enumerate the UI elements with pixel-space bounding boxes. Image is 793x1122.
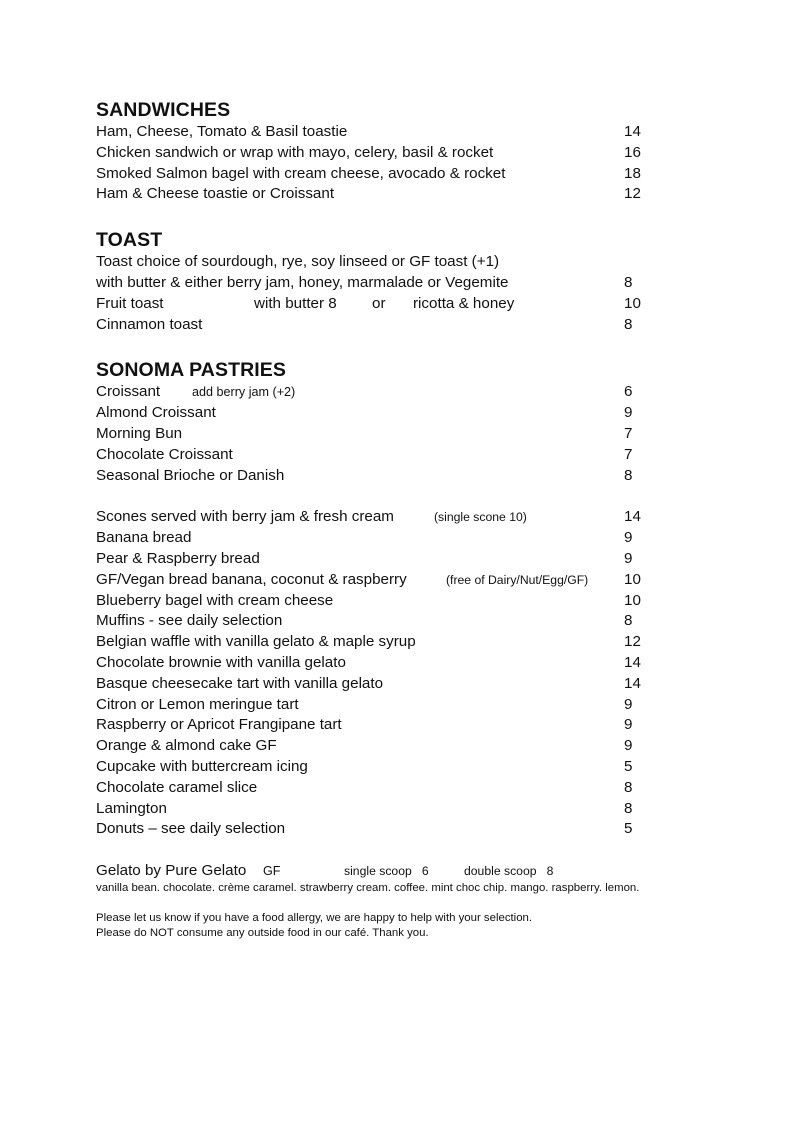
item-name: Donuts – see daily selection <box>96 820 286 838</box>
item-name: Chocolate caramel slice <box>96 778 258 796</box>
menu-item <box>96 507 716 528</box>
item-price: 9 <box>624 529 633 547</box>
item-name: Almond Croissant <box>96 404 216 422</box>
menu-item <box>96 164 716 185</box>
menu-item <box>96 757 716 778</box>
sandwiches-heading: SANDWICHES <box>96 99 231 121</box>
menu-item <box>96 570 716 591</box>
pastries-list <box>96 382 716 486</box>
menu-item <box>96 799 716 820</box>
fruit-toast-option: with butter 8 <box>254 294 337 312</box>
item-price: 7 <box>624 445 633 463</box>
gelato-gf-tag: GF <box>263 864 281 879</box>
menu-item <box>96 819 716 840</box>
item-price: 8 <box>624 778 633 796</box>
item-name: Chocolate Croissant <box>96 445 233 463</box>
item-price: 18 <box>624 164 641 182</box>
gelato-section <box>96 861 716 896</box>
item-name: Scones served with berry jam & fresh cream <box>96 508 394 526</box>
item-price: 8 <box>624 273 633 291</box>
menu-item <box>96 273 716 294</box>
menu-item <box>96 653 716 674</box>
menu-item <box>96 549 716 570</box>
item-price: 9 <box>624 549 633 567</box>
outside-food-note: Please do NOT consume any outside food in our café. Thank you. <box>96 926 429 939</box>
item-note: (free of Dairy/Nut/Egg/GF) <box>446 572 589 587</box>
fruit-toast-or: or <box>372 294 386 312</box>
item-name: Raspberry or Apricot Frangipane tart <box>96 716 342 734</box>
gelato-double-scoop: double scoop 8 <box>464 864 554 879</box>
item-note: (single scone 10) <box>434 510 527 525</box>
item-name: Lamington <box>96 799 167 817</box>
menu-item <box>96 143 716 164</box>
item-price: 12 <box>624 633 641 651</box>
menu-item <box>96 424 716 445</box>
menu-item <box>96 382 716 403</box>
item-price: 8 <box>624 612 633 630</box>
menu-item <box>96 591 716 612</box>
gelato-name: Gelato by Pure Gelato <box>96 862 247 880</box>
gelato-line <box>96 861 716 882</box>
menu-item <box>96 184 716 205</box>
cakes-list <box>96 507 716 840</box>
item-price: 16 <box>624 143 641 161</box>
menu-item <box>96 736 716 757</box>
item-name: Chocolate brownie with vanilla gelato <box>96 653 346 671</box>
item-name: Citron or Lemon meringue tart <box>96 695 299 713</box>
menu-item <box>96 695 716 716</box>
item-name: Croissant <box>96 383 161 401</box>
menu-item <box>96 315 716 336</box>
item-price: 6 <box>624 383 633 401</box>
item-name: Muffins - see daily selection <box>96 612 283 630</box>
menu-item <box>96 294 716 315</box>
gelato-single-scoop: single scoop 6 <box>344 864 429 879</box>
item-name: Orange & almond cake GF <box>96 737 277 755</box>
item-name: Basque cheesecake tart with vanilla gelato <box>96 674 384 692</box>
item-name: with butter & either berry jam, honey, marmalade or Vegemite <box>96 273 509 291</box>
item-price: 14 <box>624 508 641 526</box>
item-price: 14 <box>624 653 641 671</box>
toast-choice-line <box>96 252 716 273</box>
item-price: 10 <box>624 591 641 609</box>
toast-list <box>96 252 716 335</box>
menu-page <box>96 98 716 941</box>
item-name: Ham, Cheese, Tomato & Basil toastie <box>96 123 348 140</box>
item-price: 5 <box>624 757 633 775</box>
item-price: 8 <box>624 799 633 817</box>
menu-item <box>96 715 716 736</box>
menu-item <box>96 528 716 549</box>
gelato-flavours: vanilla bean. chocolate. crème caramel. strawberry cream. coffee. mint choc chip. mango. raspberry. lemon. <box>96 881 640 894</box>
menu-item <box>96 122 716 143</box>
item-name: Cupcake with buttercream icing <box>96 757 308 775</box>
item-name: Blueberry bagel with cream cheese <box>96 591 334 609</box>
item-name: Toast choice of sourdough, rye, soy linseed or GF toast (+1) <box>96 253 500 271</box>
item-name: Seasonal Brioche or Danish <box>96 466 285 484</box>
pastries-heading: SONOMA PASTRIES <box>96 359 287 382</box>
item-name: Morning Bun <box>96 424 183 442</box>
item-name: Chicken sandwich or wrap with mayo, celery, basil & rocket <box>96 143 494 161</box>
menu-item <box>96 611 716 632</box>
footer-notes <box>96 911 716 941</box>
menu-item <box>96 466 716 487</box>
item-name: GF/Vegan bread banana, coconut & raspberry <box>96 570 407 588</box>
item-name: Pear & Raspberry bread <box>96 549 260 567</box>
item-price: 10 <box>624 570 641 588</box>
item-name: Smoked Salmon bagel with cream cheese, avocado & rocket <box>96 164 506 182</box>
item-price: 9 <box>624 695 633 713</box>
toast-heading: TOAST <box>96 229 163 252</box>
menu-item <box>96 403 716 424</box>
allergy-note: Please let us know if you have a food allergy, we are happy to help with your selection. <box>96 911 533 924</box>
item-name: Cinnamon toast <box>96 315 203 333</box>
menu-item <box>96 632 716 653</box>
menu-item <box>96 674 716 695</box>
item-price: 10 <box>624 294 641 312</box>
item-price: 5 <box>624 820 633 838</box>
item-price: 9 <box>624 737 633 755</box>
menu-item <box>96 445 716 466</box>
item-note: add berry jam (+2) <box>192 385 296 400</box>
item-price: 9 <box>624 716 633 734</box>
sandwiches-list <box>96 122 716 205</box>
menu-item <box>96 778 716 799</box>
item-name: Banana bread <box>96 529 192 547</box>
item-price: 14 <box>624 674 641 692</box>
item-price: 9 <box>624 404 633 422</box>
item-name: Fruit toast <box>96 294 164 312</box>
item-price: 7 <box>624 424 633 442</box>
fruit-toast-option: ricotta & honey <box>413 294 515 312</box>
item-price: 8 <box>624 466 633 484</box>
item-price: 12 <box>624 185 641 203</box>
item-name: Ham & Cheese toastie or Croissant <box>96 185 335 203</box>
item-name: Belgian waffle with vanilla gelato & maple syrup <box>96 633 416 651</box>
item-price: 8 <box>624 315 633 333</box>
item-price: 14 <box>624 123 641 140</box>
